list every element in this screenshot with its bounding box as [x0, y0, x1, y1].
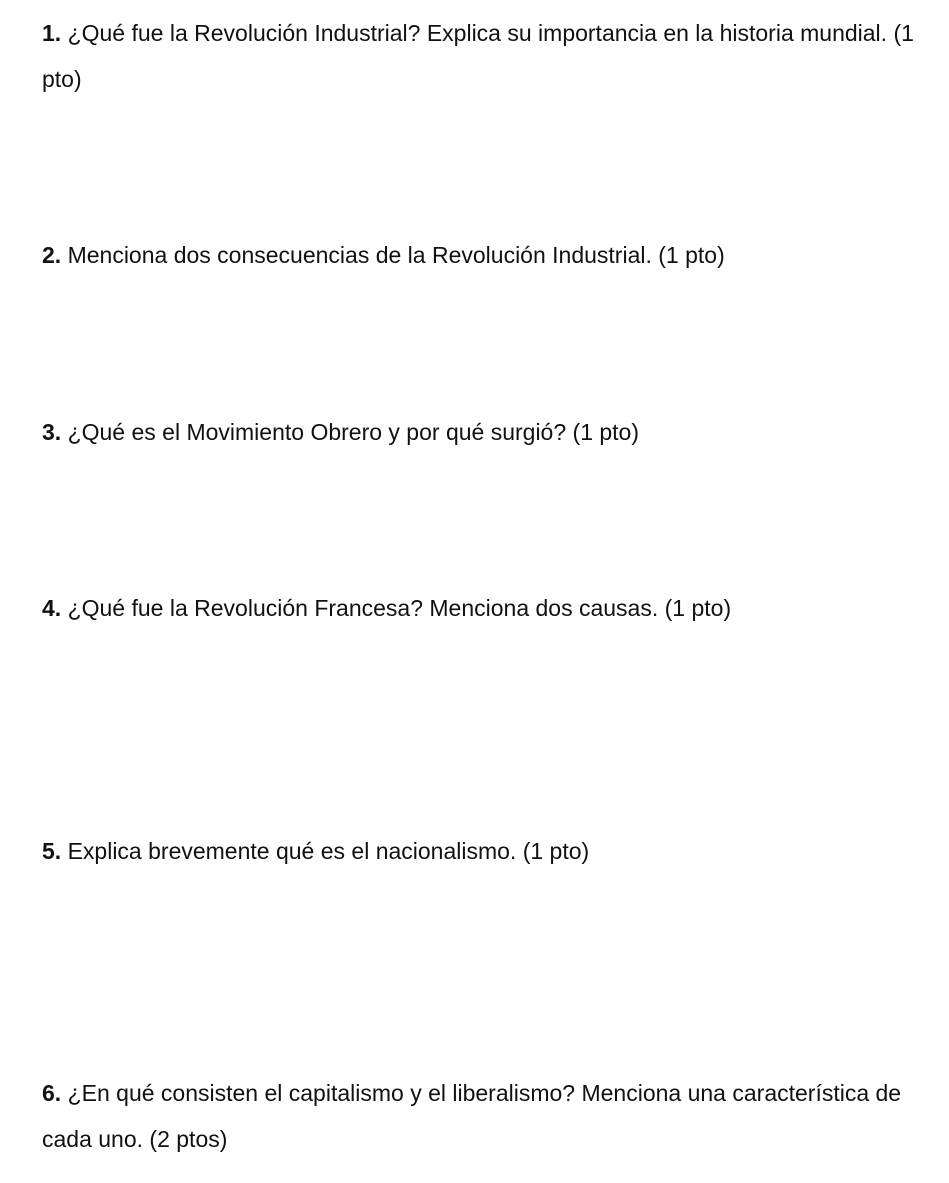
question-4 — [42, 585, 922, 631]
question-number: 4. — [42, 595, 62, 621]
question-number: 6. — [42, 1080, 62, 1106]
question-5 — [42, 828, 922, 874]
question-number: 2. — [42, 242, 62, 268]
question-text: ¿En qué consisten el capitalismo y el liberalismo? Menciona una característica de cada uno. (2 ptos) — [42, 1080, 902, 1152]
question-text: ¿Qué fue la Revolución Industrial? Explica su importancia en la historia mundial. (1 pto) — [42, 20, 914, 92]
question-1 — [42, 10, 922, 102]
question-number: 1. — [42, 20, 62, 46]
question-2 — [42, 232, 922, 278]
question-number: 3. — [42, 419, 62, 445]
question-text: ¿Qué es el Movimiento Obrero y por qué surgió? (1 pto) — [67, 419, 640, 445]
question-text: ¿Qué fue la Revolución Francesa? Menciona dos causas. (1 pto) — [67, 595, 732, 621]
question-text: Menciona dos consecuencias de la Revolución Industrial. (1 pto) — [67, 242, 725, 268]
question-3 — [42, 409, 922, 455]
question-6 — [42, 1070, 922, 1162]
question-number: 5. — [42, 838, 62, 864]
question-text: Explica brevemente qué es el nacionalismo. (1 pto) — [67, 838, 590, 864]
